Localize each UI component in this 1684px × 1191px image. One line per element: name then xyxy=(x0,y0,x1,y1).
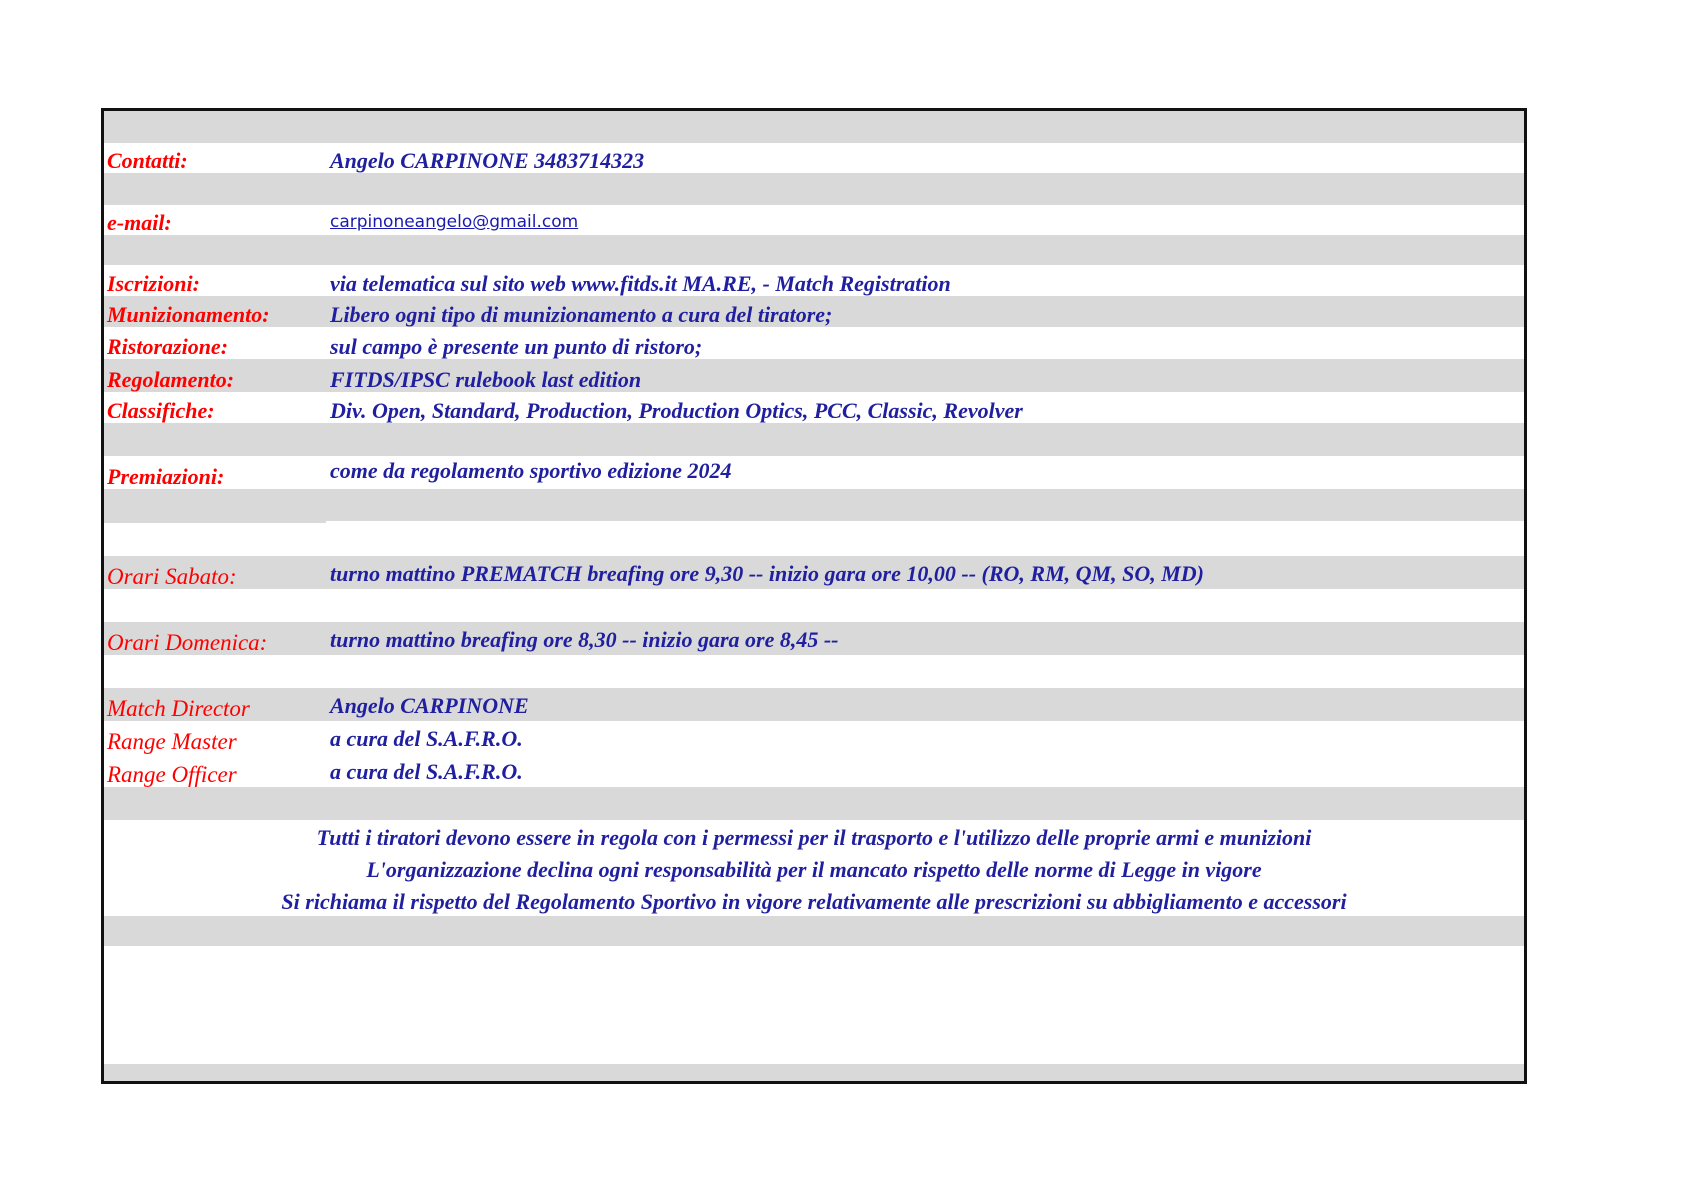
match-director-value: Angelo CARPINONE xyxy=(330,693,529,718)
match-director-label: Match Director xyxy=(107,696,250,721)
sunday-schedule-value: turno mattino breafing ore 8,30 -- inizio gara ore 8,45 -- xyxy=(330,627,839,652)
registration-label: Iscrizioni: xyxy=(107,271,200,296)
band-row xyxy=(104,111,1524,143)
blank-area xyxy=(104,946,1524,1064)
band-row xyxy=(104,916,1524,946)
ammunition-label: Munizionamento: xyxy=(107,302,270,327)
range-master-label: Range Master xyxy=(107,729,237,754)
range-master-value: a cura del S.A.F.R.O. xyxy=(330,726,523,751)
rules-value: FITDS/IPSC rulebook last edition xyxy=(330,367,642,392)
note-row xyxy=(104,852,1524,884)
note-row xyxy=(104,820,1524,852)
registration-value: via telematica sul sito web www.fitds.it MA.RE, - Match Registration xyxy=(330,271,951,296)
catering-value: sul campo è presente un punto di ristoro; xyxy=(330,334,703,359)
email-label: e-mail: xyxy=(107,210,172,235)
range-officer-value: a cura del S.A.F.R.O. xyxy=(330,759,523,784)
sunday-schedule-row xyxy=(104,622,1524,655)
range-officer-row xyxy=(104,754,1524,787)
catering-row xyxy=(104,327,1524,359)
rankings-row xyxy=(104,392,1524,423)
catering-label: Ristorazione: xyxy=(107,334,229,359)
blank-row xyxy=(104,589,1524,622)
note-row xyxy=(104,884,1524,916)
blank-row xyxy=(104,655,1524,688)
awards-label: Premiazioni: xyxy=(107,464,225,489)
rules-row xyxy=(104,359,1524,392)
contacts-label: Contatti: xyxy=(107,148,188,173)
note-permits: Tutti i tiratori devono essere in regola con i permessi per il trasporto e l'utilizzo delle proprie armi e munizioni xyxy=(316,825,1312,850)
band-row xyxy=(104,235,1524,265)
contacts-row xyxy=(104,143,1524,173)
saturday-schedule-label: Orari Sabato: xyxy=(107,564,237,589)
sunday-schedule-label: Orari Domenica: xyxy=(107,630,268,655)
band-row xyxy=(104,423,1524,456)
registration-row xyxy=(104,265,1524,296)
info-table xyxy=(101,108,1527,1084)
email-link[interactable]: carpinoneangelo@gmail.com xyxy=(330,212,579,232)
range-master-row xyxy=(104,721,1524,754)
ammunition-row xyxy=(104,296,1524,327)
ammunition-value: Libero ogni tipo di munizionamento a cura del tiratore; xyxy=(330,302,833,327)
band-row xyxy=(104,173,1524,205)
band-row xyxy=(104,489,1524,521)
awards-row xyxy=(104,456,1524,489)
range-officer-label: Range Officer xyxy=(107,762,237,787)
contacts-value: Angelo CARPINONE 3483714323 xyxy=(330,148,645,173)
awards-value: come da regolamento sportivo edizione 2024 xyxy=(330,458,732,483)
match-director-row xyxy=(104,688,1524,721)
saturday-schedule-value: turno mattino PREMATCH breafing ore 9,30 -- inizio gara ore 10,00 -- (RO, RM, QM, SO, MD) xyxy=(330,561,1204,586)
band-row xyxy=(104,787,1524,820)
saturday-schedule-row xyxy=(104,556,1524,589)
email-row xyxy=(104,205,1524,235)
note-liability: L'organizzazione declina ogni responsabilità per il mancato rispetto delle norme di Legge in vigore xyxy=(366,857,1262,882)
rules-label: Regolamento: xyxy=(107,367,235,392)
note-dress-code: Si richiama il rispetto del Regolamento Sportivo in vigore relativamente alle prescrizioni su abbigliamento e accessori xyxy=(281,889,1347,914)
band-row xyxy=(104,1064,1524,1084)
rankings-label: Classifiche: xyxy=(107,398,215,423)
blank-row xyxy=(104,523,1524,556)
rankings-value: Div. Open, Standard, Production, Production Optics, PCC, Classic, Revolver xyxy=(330,398,1023,423)
